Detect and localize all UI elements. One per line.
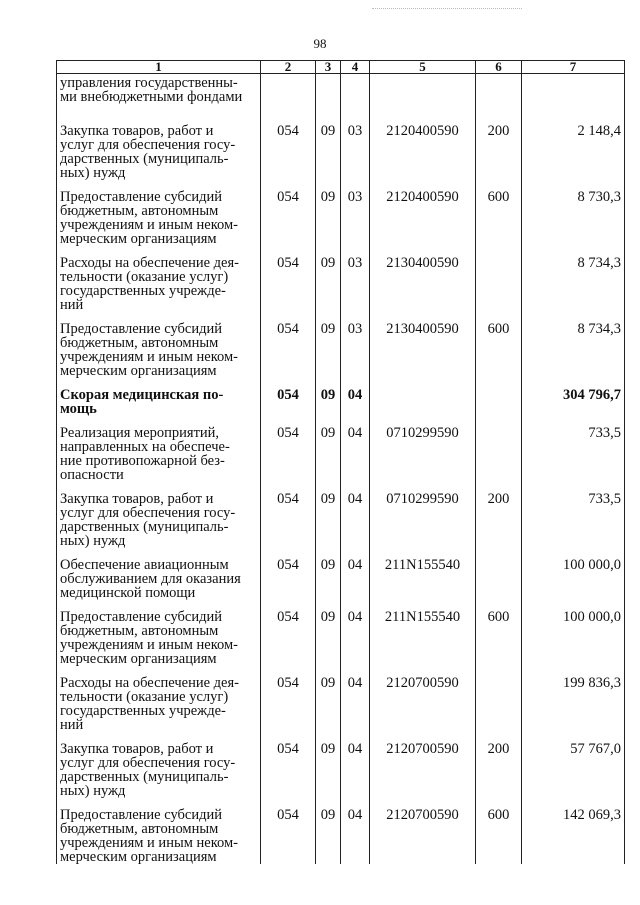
row-target-article: 2120400590 <box>370 122 476 188</box>
description-line: опасности <box>60 466 124 483</box>
row-expense-type: 600 <box>476 320 522 386</box>
description-line: тельности (оказание услуг) <box>60 268 229 285</box>
row-expense-type <box>476 254 522 320</box>
row-subsection: 04 <box>341 386 370 424</box>
row-ved-code: 054 <box>261 674 316 740</box>
table-body <box>57 74 625 864</box>
budget-table <box>56 60 625 864</box>
table-row <box>57 424 625 490</box>
table-row <box>57 556 625 608</box>
row-expense-type <box>476 424 522 490</box>
row-target-article: 211N155540 <box>370 608 476 674</box>
row-subsection: 04 <box>341 806 370 864</box>
row-section: 09 <box>316 806 341 864</box>
row-description <box>57 122 261 188</box>
row-section <box>316 74 341 122</box>
table-row <box>57 740 625 806</box>
description-line: государственных учрежде- <box>60 702 226 719</box>
row-ved-code: 054 <box>261 556 316 608</box>
description-line: Предоставление субсидий <box>60 188 223 205</box>
description-line: бюджетным, автономным <box>60 202 219 219</box>
row-amount: 142 069,3 <box>522 806 625 864</box>
row-ved-code: 054 <box>261 490 316 556</box>
row-subsection: 03 <box>341 122 370 188</box>
description-line: бюджетным, автономным <box>60 622 219 639</box>
row-amount: 733,5 <box>522 490 625 556</box>
row-amount: 2 148,4 <box>522 122 625 188</box>
description-line: ми внебюджетными фондами <box>60 89 243 105</box>
table-row <box>57 490 625 556</box>
row-description <box>57 674 261 740</box>
row-ved-code <box>261 74 316 122</box>
row-section: 09 <box>316 490 341 556</box>
row-ved-code: 054 <box>261 806 316 864</box>
row-amount: 733,5 <box>522 424 625 490</box>
row-expense-type <box>476 674 522 740</box>
row-expense-type: 600 <box>476 188 522 254</box>
row-description <box>57 556 261 608</box>
row-subsection: 04 <box>341 674 370 740</box>
table-row <box>57 254 625 320</box>
row-section: 09 <box>316 674 341 740</box>
description-line: тельности (оказание услуг) <box>60 688 229 705</box>
header-cell-7: 7 <box>522 61 625 74</box>
description-line: мерческим организациям <box>60 230 217 247</box>
row-target-article <box>370 386 476 424</box>
row-section: 09 <box>316 740 341 806</box>
row-target-article: 2120700590 <box>370 740 476 806</box>
description-line: Предоставление субсидий <box>60 320 223 337</box>
table-row <box>57 74 625 122</box>
row-target-article: 2130400590 <box>370 254 476 320</box>
description-line: мерческим организациям <box>60 362 217 379</box>
row-subsection: 04 <box>341 490 370 556</box>
row-ved-code: 054 <box>261 424 316 490</box>
table-row <box>57 674 625 740</box>
description-line: ных) нужд <box>60 782 126 799</box>
row-amount: 100 000,0 <box>522 556 625 608</box>
row-amount: 8 734,3 <box>522 254 625 320</box>
header-cell-1: 1 <box>57 61 261 74</box>
description-line: Расходы на обеспечение дея- <box>60 254 239 271</box>
description-line: Обеспечение авиационным <box>60 556 229 573</box>
row-ved-code: 054 <box>261 254 316 320</box>
description-line: ние противопожарной без- <box>60 452 225 469</box>
row-description <box>57 490 261 556</box>
row-subsection: 03 <box>341 188 370 254</box>
description-line: Скорая медицинская по- <box>60 386 224 403</box>
row-target-article: 2120700590 <box>370 674 476 740</box>
description-line: мощь <box>60 400 97 417</box>
page-number: 98 <box>313 36 327 51</box>
row-section: 09 <box>316 556 341 608</box>
description-line: бюджетным, автономным <box>60 334 219 351</box>
header-cell-5: 5 <box>370 61 476 74</box>
row-description <box>57 740 261 806</box>
row-description <box>57 254 261 320</box>
description-line: Закупка товаров, работ и <box>60 490 214 507</box>
description-line: бюджетным, автономным <box>60 820 219 837</box>
description-line: обслуживанием для оказания <box>60 570 241 587</box>
description-line: Предоставление субсидий <box>60 806 223 823</box>
row-target-article: 0710299590 <box>370 424 476 490</box>
header-cell-3: 3 <box>316 61 341 74</box>
row-section: 09 <box>316 608 341 674</box>
row-expense-type: 600 <box>476 608 522 674</box>
description-line: ных) нужд <box>60 164 126 181</box>
row-ved-code: 054 <box>261 608 316 674</box>
table-row <box>57 188 625 254</box>
header-cell-6: 6 <box>476 61 522 74</box>
description-line: учреждениям и иным неком- <box>60 834 238 851</box>
row-amount: 57 767,0 <box>522 740 625 806</box>
description-line: Реализация мероприятий, <box>60 424 220 441</box>
table-row <box>57 608 625 674</box>
description-line: учреждениям и иным неком- <box>60 636 238 653</box>
row-target-article: 2120700590 <box>370 806 476 864</box>
table-row <box>57 806 625 864</box>
header-row <box>57 61 625 74</box>
description-line: дарственных (муниципаль- <box>60 150 229 167</box>
row-section: 09 <box>316 188 341 254</box>
row-ved-code: 054 <box>261 320 316 386</box>
row-section: 09 <box>316 122 341 188</box>
description-line: ных) нужд <box>60 532 126 549</box>
table-row <box>57 386 625 424</box>
row-section: 09 <box>316 320 341 386</box>
row-target-article: 2120400590 <box>370 188 476 254</box>
row-expense-type: 200 <box>476 740 522 806</box>
description-line: услуг для обеспечения госу- <box>60 504 236 521</box>
row-expense-type: 200 <box>476 490 522 556</box>
row-expense-type: 200 <box>476 122 522 188</box>
row-ved-code: 054 <box>261 188 316 254</box>
row-subsection: 04 <box>341 556 370 608</box>
description-line: мерческим организациям <box>60 650 217 667</box>
row-section: 09 <box>316 424 341 490</box>
description-line: Расходы на обеспечение дея- <box>60 674 239 691</box>
row-target-article <box>370 74 476 122</box>
description-line: Закупка товаров, работ и <box>60 122 214 139</box>
description-line: управления государственны- <box>60 75 238 91</box>
description-line: Закупка товаров, работ и <box>60 740 214 757</box>
row-amount <box>522 74 625 122</box>
row-subsection <box>341 74 370 122</box>
description-line: государственных учрежде- <box>60 282 226 299</box>
description-line: медицинской помощи <box>60 584 196 601</box>
row-description <box>57 424 261 490</box>
description-line: ний <box>60 716 84 733</box>
row-subsection: 03 <box>341 320 370 386</box>
row-expense-type: 600 <box>476 806 522 864</box>
description-line: услуг для обеспечения госу- <box>60 136 236 153</box>
row-section: 09 <box>316 386 341 424</box>
header-cell-4: 4 <box>341 61 370 74</box>
description-line: мерческим организациям <box>60 848 217 865</box>
row-subsection: 03 <box>341 254 370 320</box>
description-line: Предоставление субсидий <box>60 608 223 625</box>
row-amount: 8 730,3 <box>522 188 625 254</box>
row-target-article: 211N155540 <box>370 556 476 608</box>
row-subsection: 04 <box>341 740 370 806</box>
description-line: учреждениям и иным неком- <box>60 216 238 233</box>
description-line: дарственных (муниципаль- <box>60 768 229 785</box>
row-amount: 100 000,0 <box>522 608 625 674</box>
row-expense-type <box>476 386 522 424</box>
row-description <box>57 188 261 254</box>
row-description <box>57 806 261 864</box>
row-expense-type <box>476 556 522 608</box>
table-row <box>57 320 625 386</box>
header-cell-2: 2 <box>261 61 316 74</box>
row-subsection: 04 <box>341 424 370 490</box>
description-line: дарственных (муниципаль- <box>60 518 229 535</box>
row-description <box>57 74 261 122</box>
row-amount: 199 836,3 <box>522 674 625 740</box>
row-amount: 8 734,3 <box>522 320 625 386</box>
table-row <box>57 122 625 188</box>
description-line: услуг для обеспечения госу- <box>60 754 236 771</box>
row-description <box>57 608 261 674</box>
scan-artifact <box>372 8 522 9</box>
row-description <box>57 386 261 424</box>
description-line: ний <box>60 296 84 313</box>
description-line: учреждениям и иным неком- <box>60 348 238 365</box>
row-ved-code: 054 <box>261 122 316 188</box>
row-target-article: 2130400590 <box>370 320 476 386</box>
row-section: 09 <box>316 254 341 320</box>
row-amount: 304 796,7 <box>522 386 625 424</box>
description-line: направленных на обеспече- <box>60 438 230 455</box>
row-expense-type <box>476 74 522 122</box>
row-description <box>57 320 261 386</box>
row-ved-code: 054 <box>261 386 316 424</box>
row-subsection: 04 <box>341 608 370 674</box>
row-ved-code: 054 <box>261 740 316 806</box>
row-target-article: 0710299590 <box>370 490 476 556</box>
